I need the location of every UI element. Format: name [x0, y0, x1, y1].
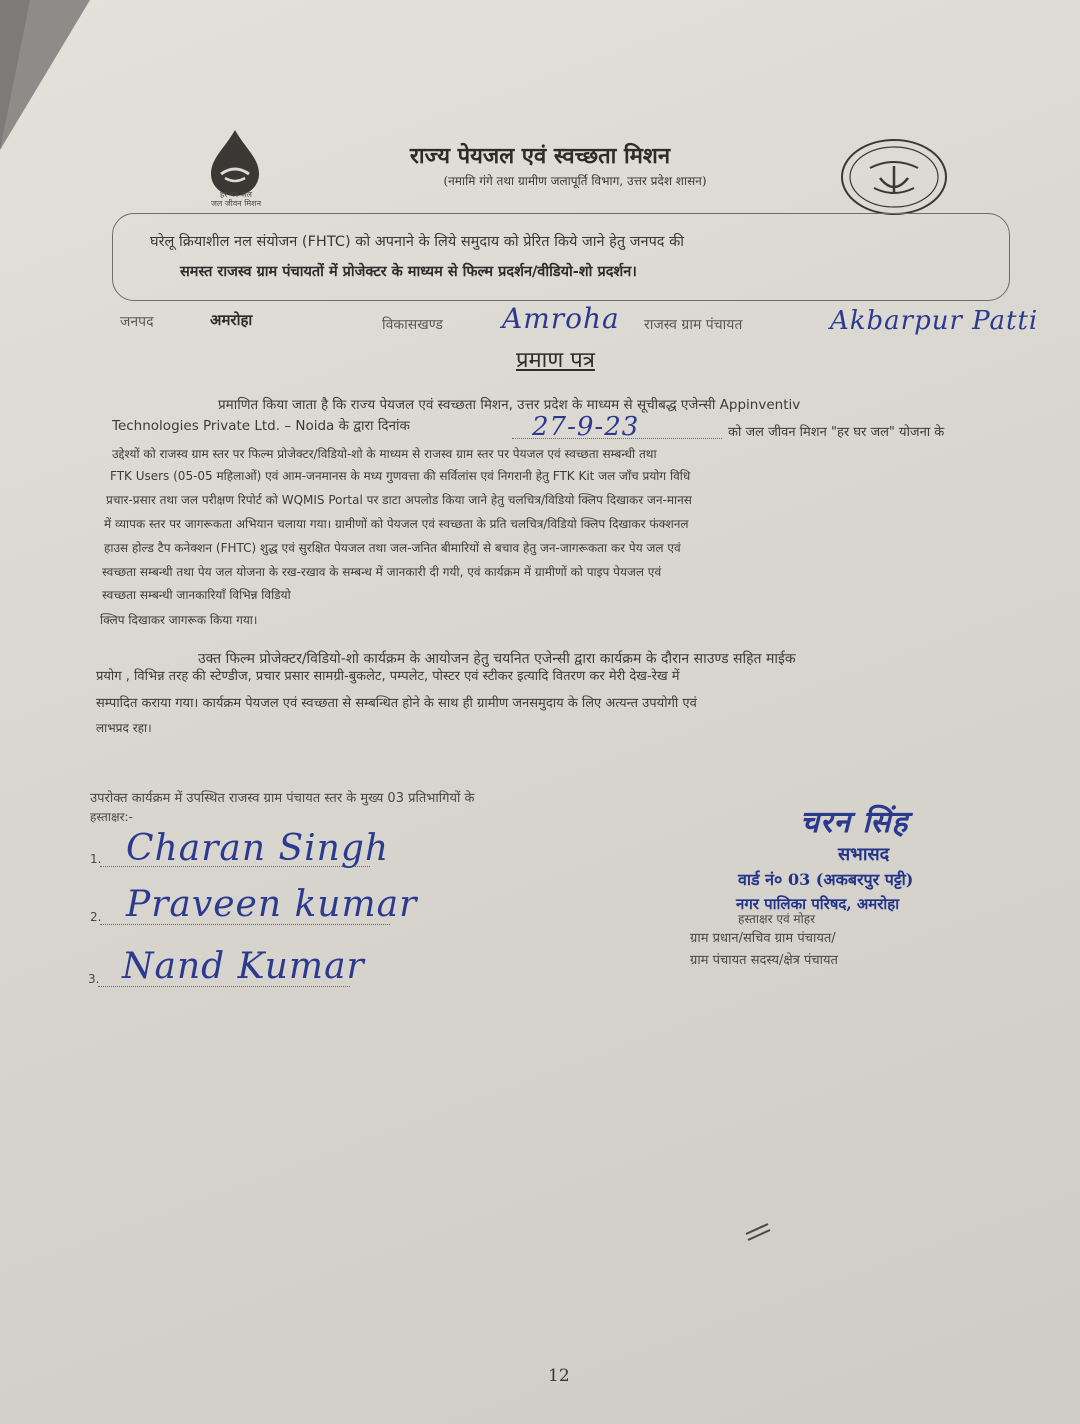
pen-mark-icon [742, 1218, 774, 1248]
page-corner-shadow-dark [0, 0, 30, 150]
stamp-office: नगर पालिका परिषद, अमरोहा [736, 895, 900, 913]
authority-role-line-2: ग्राम पंचायत सदस्य/क्षेत्र पंचायत [690, 953, 838, 968]
para1-line-2a: Technologies Private Ltd. – Noida के द्वारा दिनांक [112, 418, 410, 434]
participants-intro-line-1: उपरोक्त कार्यक्रम में उपस्थित राजस्व ग्राम पंचायत स्तर के मुख्य 03 प्रतिभागियों के [90, 791, 475, 806]
block-label: विकासखण्ड [382, 317, 443, 333]
sign-seal-label: हस्ताक्षर एवं मोहर [738, 912, 816, 926]
participant-num-2: 2. [90, 910, 102, 924]
logo-caption-1: हर घर जल [220, 190, 252, 199]
para1-line-7: हाउस होल्ड टैप कनेक्शन (FHTC) शुद्ध एवं सुरक्षित पेयजल तथा जल-जनित बीमारियों से बचाव हेतु जन-जागरूकता कर पेय जल एवं [104, 541, 681, 555]
district-label: जनपद [120, 314, 154, 330]
para2-line-2: प्रयोग , विभिन्न तरह की स्टेण्डीज, प्रचार प्रसार सामग्री-बुकलेट, पम्पलेट, पोस्टर एवं स्टीकर इत्यादि वितरण कर मेरी देख-रेख में [96, 669, 680, 684]
para2-line-1: उक्त फिल्म प्रोजेक्टर/विडियो-शो कार्यक्रम के आयोजन हेतु चयनित एजेन्सी द्वारा कार्यक्रम के दौरान साउण्ड सहित माईक [198, 651, 796, 667]
para2-line-3: सम्पादित कराया गया। कार्यक्रम पेयजल एवं स्वच्छता से सम्बन्धित होने के साथ ही ग्रामीण जनसमुदाय के लिए अत्यन्त उपयोगी एवं [96, 696, 697, 711]
para1-line-6: में व्यापक स्तर पर जागरूकता अभियान चलाया गया। ग्रामीणों को पेयजल एवं स्वच्छता के प्रति चलचित्र/विडियो क्लिप दिखाकर फंक्शनल [104, 517, 689, 531]
participants-intro-line-2: हस्ताक्षर:- [90, 810, 133, 824]
logo-caption-2: जल जीवन मिशन [210, 199, 262, 208]
authority-role-line-1: ग्राम प्रधान/सचिव ग्राम पंचायत/ [690, 931, 836, 946]
banner-line-1: घरेलू क्रियाशील नल संयोजन (FHTC) को अपनाने के लिये समुदाय को प्रेरित किये जाने हेतु जनपद की [150, 234, 685, 250]
para1-line-4: FTK Users (05-05 महिलाओं) एवं आम-जनमानस के मध्य गुणवत्ता की सर्विलांस एवं निगरानी हेतु FTK Kit जल जाँच प्रयोग विधि [110, 469, 691, 483]
para1-line-3: उद्देश्यों को राजस्व ग्राम स्तर पर फिल्म प्रोजेक्टर/विडियो-शो के माध्यम से राजस्व ग्राम स्तर पर पेयजल एवं स्वच्छता सम्बन्धी तथा [112, 447, 657, 461]
date-dotline [512, 438, 722, 439]
participant-name-3: Nand Kumar [122, 946, 365, 987]
certificate-title: प्रमाण पत्र [516, 348, 595, 373]
participant-name-2: Praveen kumar [126, 884, 418, 925]
para1-line-9: स्वच्छता सम्बन्धी जानकारियाँ विभिन्न विडियो [102, 588, 291, 602]
para1-line-8: स्वच्छता सम्बन्धी तथा पेय जल योजना के रख-रखाव के सम्बन्ध में जानकारी दी गयी, एवं कार्यक्रम में ग्रामीणों को पाइप पेयजल एवं [102, 565, 662, 579]
date-value: 27-9-23 [532, 412, 640, 442]
panchayat-value: Akbarpur Patti [830, 306, 1039, 336]
stamp-designation: सभासद [838, 844, 890, 865]
authority-signature: चरन सिंह [800, 805, 909, 840]
participants-intro [90, 790, 650, 826]
participant-num-1: 1. [90, 852, 102, 866]
para1-line-10: क्लिप दिखाकर जागरूक किया गया। [100, 613, 258, 627]
district-value: अमरोहा [210, 311, 253, 329]
para1-line-1: प्रमाणित किया जाता है कि राज्य पेयजल एवं स्वच्छता मिशन, उत्तर प्रदेश के माध्यम से सूचीबद्ध एजेन्सी Appinventiv [218, 397, 801, 413]
panchayat-label: राजस्व ग्राम पंचायत [644, 317, 743, 333]
stamp-ward: वार्ड नं० 03 (अकबरपुर पट्टी) [738, 870, 914, 889]
mission-title: राज्य पेयजल एवं स्वच्छता मिशन [409, 143, 671, 169]
para1-line-5: प्रचार-प्रसार तथा जल परीक्षण रिपोर्ट को WQMIS Portal पर डाटा अपलोड किया जाने हेतु चलचित्र/विडियो क्लिप दिखाकर जन-मानस [106, 493, 692, 507]
block-value: Amroha [502, 302, 620, 335]
participant-name-1: Charan Singh [126, 828, 390, 869]
mission-subtitle: (नमामि गंगे तथा ग्रामीण जलापूर्ति विभाग, उत्तर प्रदेश शासन) [443, 174, 707, 188]
state-emblem-icon [840, 138, 948, 216]
page-number: 12 [548, 1366, 570, 1386]
para2-line-4: लाभप्रद रहा। [96, 721, 152, 735]
participant-num-3: 3. [88, 972, 100, 986]
subject-banner [112, 213, 1010, 301]
banner-line-2: समस्त राजस्व ग्राम पंचायतों में प्रोजेक्टर के माध्यम से फिल्म प्रदर्शन/वीडियो-शो प्रदर्शन। [180, 264, 637, 280]
para1-line-2b: को जल जीवन मिशन "हर घर जल" योजना के [728, 425, 945, 440]
